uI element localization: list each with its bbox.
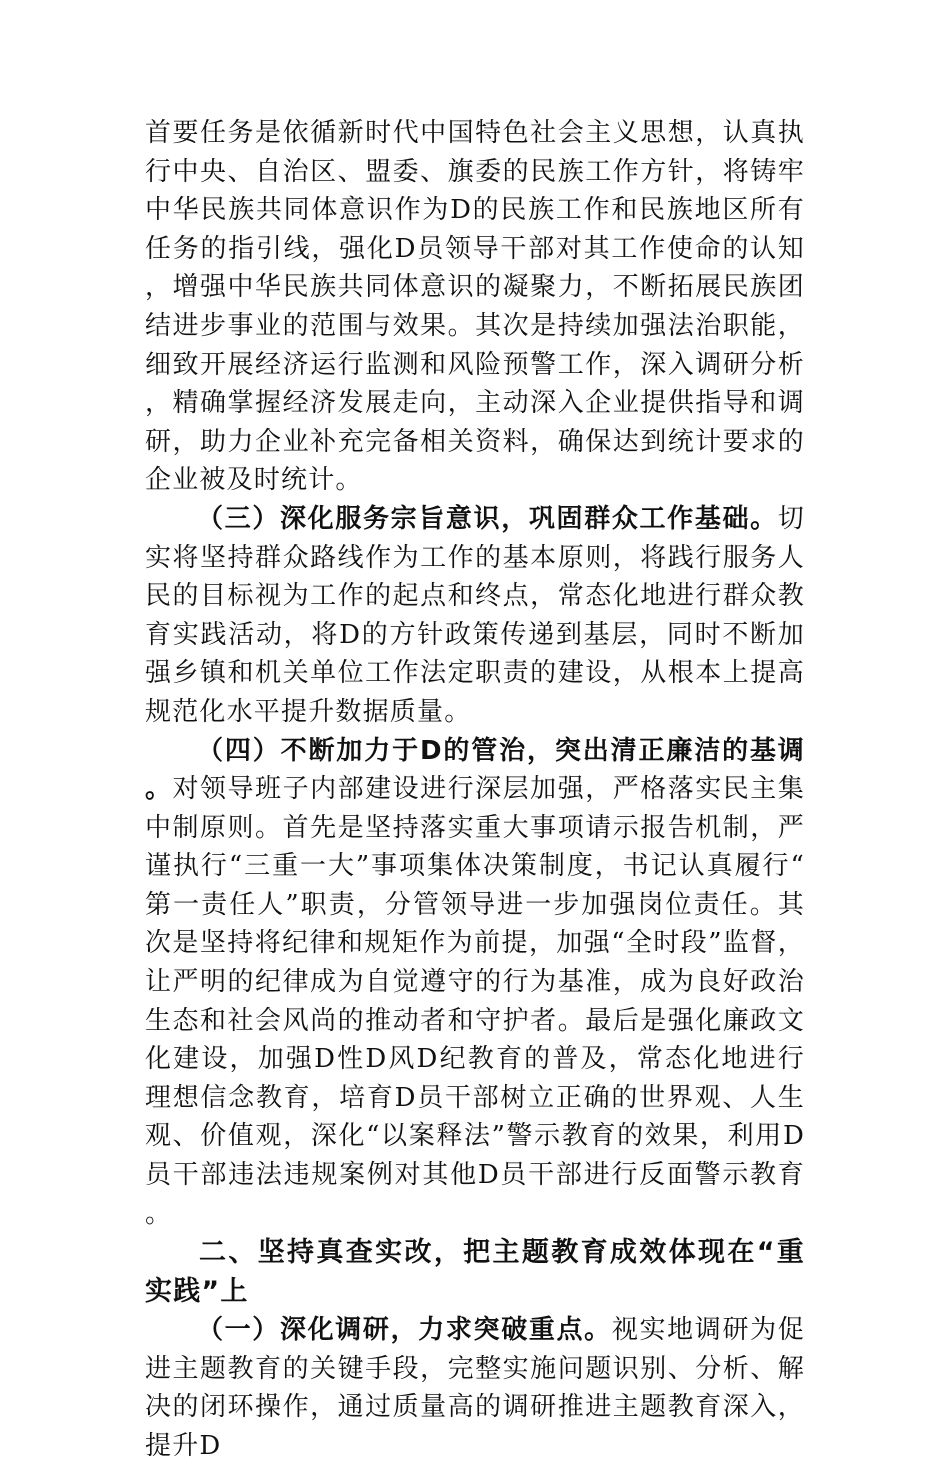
section-lead-3: （三）深化服务宗旨意识，巩固群众工作基础。 [197, 503, 778, 534]
section-lead-4: （四）不断加力于D的管治，突出清正廉洁的基调。 [145, 735, 805, 805]
paragraph-section-4 [145, 732, 805, 1234]
document-page [145, 114, 805, 1466]
paragraph-section-1 [145, 1311, 805, 1465]
paragraph-section-3 [145, 500, 805, 732]
paragraph-text: 首要任务是依循新时代中国特色社会主义思想，认真执行中央、自治区、盟委、旗委的民族工作方针，将铸牢中华民族共同体意识作为D的民族工作和民族地区所有任务的指引线，强化D员领导干部对其工作使命的认知，增强中华民族共同体意识的凝聚力，不断拓展民族团结进步事业的范围与效果。其次是持续加强法治职能，细致开展经济运行监测和风险预警工作，深入调研分析，精确掌握经济发展走向，主动深入企业提供指导和调研，助力企业补充完备相关资料，确保达到统计要求的企业被及时统计。 [145, 118, 805, 496]
chapter-heading-2 [145, 1233, 805, 1311]
section-lead-1: （一）深化调研，力求突破重点。 [197, 1315, 612, 1346]
heading-text: 二、坚持真查实改，把主题教育成效体现在“重实践”上 [145, 1237, 805, 1308]
paragraph-text: 对领导班子内部建设进行深层加强，严格落实民主集中制原则。首先是坚持落实重大事项请示报告机制，严谨执行“三重一大”事项集体决策制度，书记认真履行“第一责任人”职责，分管领导进一步加强岗位责任。其次是坚持将纪律和规矩作为前提，加强“全时段”监督，让严明的纪律成为自觉遵守的行为基准，成为良好政治生态和社会风尚的推动者和守护者。最后是强化廉政文化建设，加强D性D风D纪教育的普及，常态化地进行理想信念教育，培育D员干部树立正确的世界观、人生观、价值观，深化“以案释法”警示教育的效果，利用D员干部违法违规案例对其他D员干部进行反面警示教育。 [145, 774, 805, 1229]
paragraph-text: 视实地调研为促进主题教育的关键手段，完整实施问题识别、分析、解决的闭环操作，通过质量高的调研推进主题教育深入，提升D [145, 1315, 805, 1461]
paragraph-continuation [145, 114, 805, 500]
paragraph-text: 切实将坚持群众路线作为工作的基本原则，将践行服务人民的目标视为工作的起点和终点，常态化地进行群众教育实践活动，将D的方针政策传递到基层，同时不断加强乡镇和机关单位工作法定职责的建设，从根本上提高规范化水平提升数据质量。 [145, 503, 805, 727]
